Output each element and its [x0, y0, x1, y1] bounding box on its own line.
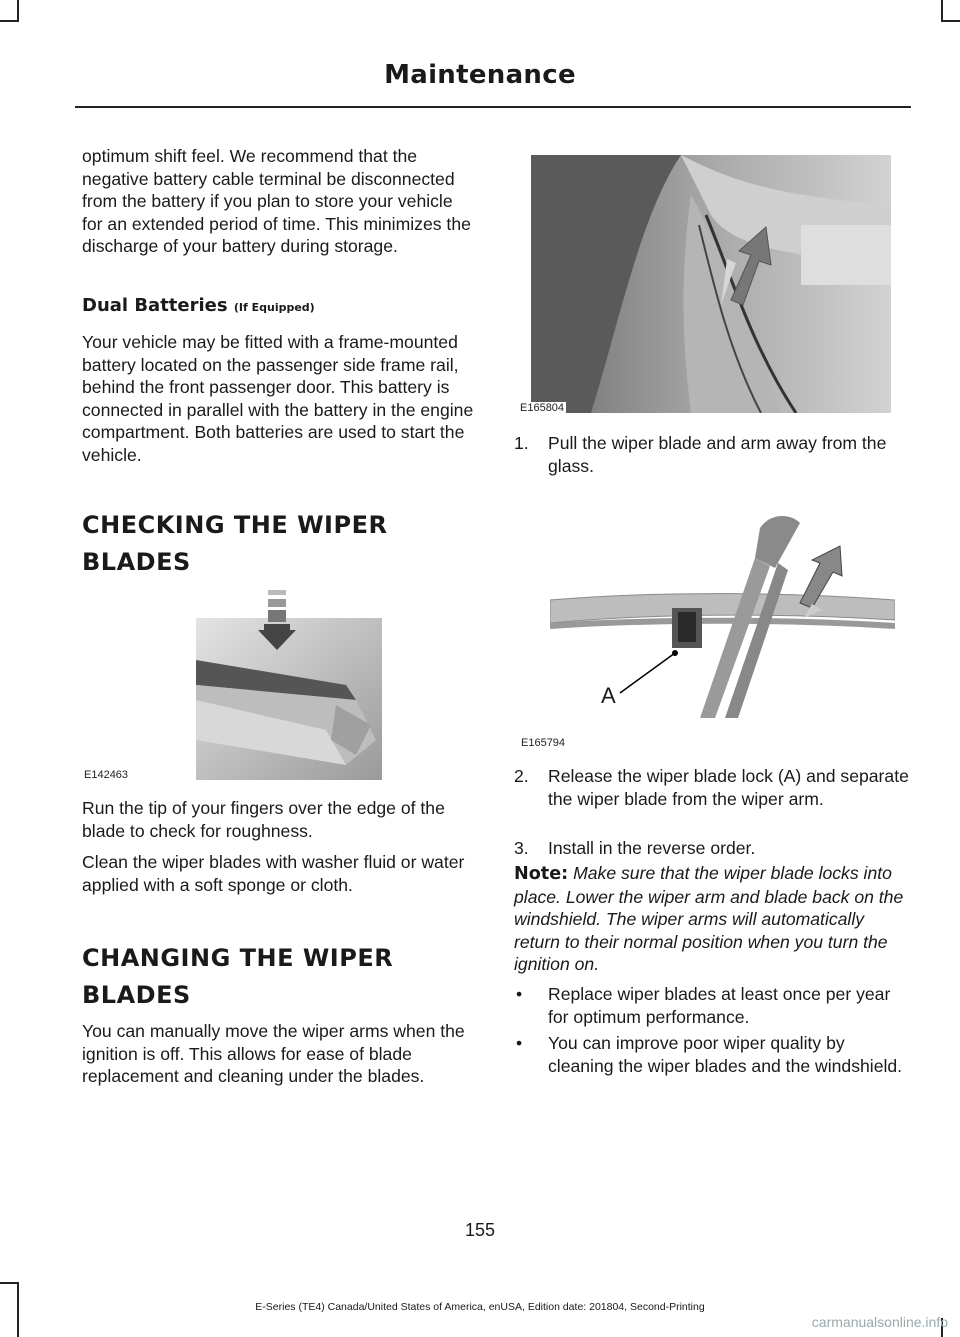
checking-heading-line2: BLADES	[82, 548, 191, 576]
paragraph-clean-blades: Clean the wiper blades with washer fluid or water applied with a soft sponge or cloth.	[82, 852, 465, 895]
bullet-dot: •	[516, 1033, 523, 1053]
paragraph-check-roughness: Run the tip of your fingers over the edge of the blade to check for roughness.	[82, 798, 445, 841]
crop-mark-tr-v	[941, 0, 943, 22]
bullet-replace-yearly: Replace wiper blades at least once per year for optimum performance.	[548, 984, 891, 1027]
checking-wiper-heading	[82, 507, 387, 581]
step-1-number: 1.	[514, 433, 529, 453]
dual-batteries-suffix: (If Equipped)	[233, 301, 315, 314]
dual-batteries-heading	[82, 295, 315, 316]
paragraph-dual-batteries: Your vehicle may be fitted with a frame-mounted battery located on the passenger side frame rail, behind the front passenger door. This battery is connected in parallel with the battery in the engine compartment. Both batteries are used to start the vehicle.	[82, 332, 474, 465]
checking-heading-line1: CHECKING THE WIPER	[82, 511, 388, 539]
check-body-1	[82, 797, 477, 842]
header-divider	[75, 106, 911, 108]
windshield-pillar-figure	[531, 155, 891, 413]
crop-mark-tr-h	[941, 20, 960, 22]
bullet-item	[514, 1032, 909, 1102]
left-column	[82, 145, 477, 258]
dual-batteries-body	[82, 331, 477, 466]
figure-code-e142463: E142463	[84, 769, 129, 781]
page-number: 155	[464, 1220, 496, 1240]
dual-batteries-title: Dual Batteries	[82, 295, 228, 316]
step-3	[514, 837, 909, 861]
footer-edition-text: E-Series (TE4) Canada/United States of America, enUSA, Edition date: 201804, Second-Printing	[255, 1301, 705, 1313]
change-body	[82, 1020, 477, 1088]
check-body-2	[82, 851, 477, 896]
step-1	[514, 432, 909, 478]
changing-heading-line2: BLADES	[82, 981, 191, 1009]
note-block	[514, 862, 909, 976]
callout-label-a: A	[601, 683, 616, 708]
changing-wiper-heading	[82, 940, 393, 1014]
crop-mark-tl-h	[0, 20, 19, 22]
crop-mark-bl-h	[0, 1282, 19, 1284]
step-3-text: Install in the reverse order.	[548, 838, 756, 858]
figure-code-e165804: E165804	[520, 402, 565, 414]
note-label: Note:	[514, 864, 569, 884]
figure-code-e165794: E165794	[521, 737, 566, 749]
step-2	[514, 765, 909, 835]
paragraph-storage: optimum shift feel. We recommend that the negative battery cable terminal be disconnected from the battery if you plan to store your vehicle for an extended period of time. This minimizes the discharge of your battery during storage.	[82, 146, 471, 256]
bullet-item	[514, 983, 909, 1029]
step-1-text: Pull the wiper blade and arm away from the glass.	[548, 433, 887, 476]
bullet-dot: •	[516, 984, 523, 1004]
bullet-improve-quality: You can improve poor wiper quality by cleaning the wiper blades and the windshield.	[548, 1033, 903, 1076]
page-title: Maintenance	[384, 60, 576, 90]
wiper-blade-figure	[196, 590, 382, 780]
watermark: carmanualsonline.info	[811, 1314, 948, 1330]
changing-heading-line1: CHANGING THE WIPER	[82, 944, 394, 972]
step-2-number: 2.	[514, 766, 529, 786]
crop-mark-tl-v	[17, 0, 19, 22]
step-3-number: 3.	[514, 838, 529, 858]
note-text: Make sure that the wiper blade locks into place. Lower the wiper arm and blade back on the windshield. The wiper arms will automatically return to their normal position when you turn the ignition on.	[514, 863, 904, 974]
paragraph-manual-move: You can manually move the wiper arms when the ignition is off. This allows for ease of blade replacement and cleaning under the blades.	[82, 1021, 465, 1086]
step-2-text: Release the wiper blade lock (A) and separate the wiper blade from the wiper arm.	[548, 766, 909, 809]
